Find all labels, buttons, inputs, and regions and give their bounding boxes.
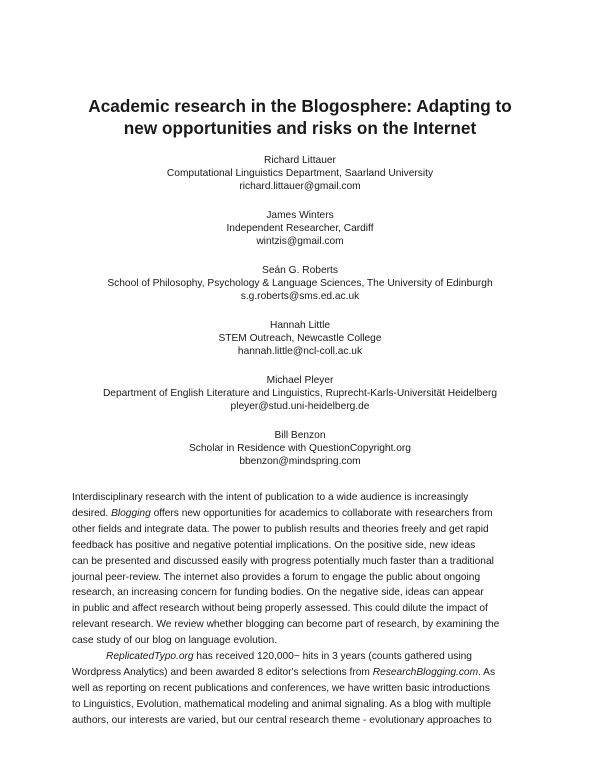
title-line-1: Academic research in the Blogosphere: Adapting to [88,96,512,116]
author-block [40,209,560,248]
author-affiliation: Computational Linguistics Department, Saarland University [166,168,434,179]
author-name: James Winters [266,210,334,221]
text-line: ReplicatedTypo.org has received 120,000~ hits in 3 years (counts gathered using [106,651,472,663]
text-line: Wordpress Analytics) and been awarded 8 editor's selections from ResearchBlogging.com. As [72,666,496,678]
title-line-2: new opportunities and risks on the Internet [123,118,477,138]
emphasis[interactable]: ReplicatedTypo.org [106,651,194,663]
text-line: feedback has positive and negative potential implications. On the positive side, new ideas [72,539,476,551]
author-name: Seán G. Roberts [262,265,338,276]
abstract-body [72,490,532,729]
author-affiliation: Department of English Literature and Linguistics, Ruprecht-Karls-Universität Heidelberg [102,388,498,399]
author-block [40,374,560,413]
text-line: in public and affect research without being properly assessed. This could dilute the impact of [72,603,488,615]
author-block [40,319,560,358]
text-line: authors, our interests are varied, but our central research theme - evolutionary approaches to [72,714,492,726]
author-affiliation: STEM Outreach, Newcastle College [218,333,382,344]
author-name: Richard Littauer [264,155,336,166]
abstract-paragraph-2 [72,649,532,729]
author-block [40,429,560,468]
text-line: well as reporting on recent publications and conferences, we have written basic introductions [72,682,490,694]
author-affiliation: School of Philosophy, Psychology & Language Sciences, The University of Edinburgh [107,278,493,289]
author-email[interactable]: bbenzon@mindspring.com [239,456,361,467]
author-affiliation: Scholar in Residence with QuestionCopyright.org [189,443,411,454]
author-email[interactable]: hannah.little@ncl-coll.ac.uk [237,346,363,357]
author-email[interactable]: richard.littauer@gmail.com [239,181,361,192]
text-line: other fields and integrate data. The power to publish results and theories freely and get rapid [72,523,489,535]
author-email[interactable]: pleyer@stud.uni-heidelberg.de [230,401,370,412]
author-name: Bill Benzon [274,430,326,441]
text-line: to Linguistics, Evolution, mathematical modeling and animal signaling. As a blog with multiple [72,698,492,710]
text-line: Interdisciplinary research with the intent of publication to a wide audience is increasingly [72,492,469,503]
text-line: journal peer-review. The internet also provides a forum to engage the public about ongoing [72,571,481,583]
author-email[interactable]: wintzis@gmail.com [256,236,344,247]
emphasis[interactable]: ResearchBlogging.com [372,666,479,678]
text-line: research, an increasing concern for funding bodies. On the negative side, ideas can appear [72,587,484,599]
text-line: case study of our blog on language evolution. [72,635,278,647]
author-name: Michael Pleyer [266,375,334,386]
author-block [40,154,560,193]
author-list [40,154,560,468]
text-line: desired. Blogging offers new opportunities for academics to collaborate with researchers from [72,507,493,519]
author-email[interactable]: s.g.roberts@sms.ed.ac.uk [240,291,360,302]
paper-title [60,95,540,139]
abstract-paragraph-1 [72,490,532,649]
text-line: relevant research. We review whether blogging can become part of research, by examining the [72,619,500,631]
author-affiliation: Independent Researcher, Cardiff [226,223,374,234]
author-name: Hannah Little [269,320,331,331]
text-line: can be presented and discussed easily with progress potentially much faster than a traditional [72,555,494,567]
emphasis: Blogging [111,507,151,519]
author-block [40,264,560,303]
